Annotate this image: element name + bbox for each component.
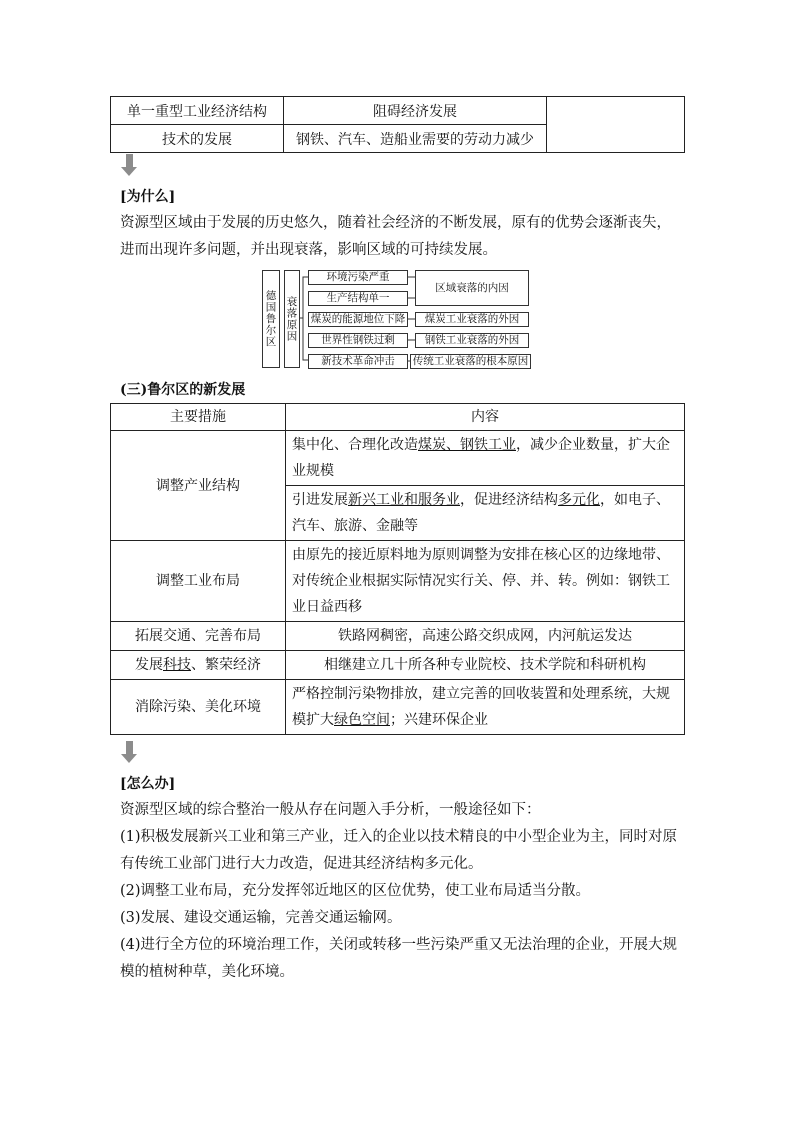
content-cell: 铁路网稠密，高速公路交织成网，内河航运发达 <box>286 622 685 651</box>
table-header-row <box>111 404 685 431</box>
table-cell: 技术的发展 <box>111 125 284 153</box>
how-item: (1)积极发展新兴工业和第三产业，迁入的企业以技术精良的中小型企业为主，同时对原有传统工业部门进行大力改造，促进其经济结构多元化。 <box>120 829 678 872</box>
how-item: (3)发展、建设交通运输，完善交通运输网。 <box>120 910 402 926</box>
down-arrow-icon <box>122 154 136 176</box>
how-section <box>120 797 680 986</box>
measure-cell: 调整产业结构 <box>111 431 286 541</box>
table-row <box>111 97 685 125</box>
table-header: 主要措施 <box>111 404 286 431</box>
diagram-cause: 新技术革命冲击 <box>308 354 408 369</box>
table-row <box>111 622 685 651</box>
diagram-cause: 环境污染严重 <box>308 270 408 285</box>
how-item: (2)调整工业布局，充分发挥邻近地区的区位优势，使工业布局适当分散。 <box>120 883 591 899</box>
content-cell: 严格控制污染物排放，建立完善的回收装置和处理系统，大规模扩大绿色空间；兴建环保企业 <box>286 680 685 735</box>
top-table <box>110 96 685 153</box>
diagram-cause: 生产结构单一 <box>308 291 408 306</box>
table-row <box>111 541 685 622</box>
decline-diagram <box>260 268 532 372</box>
how-item: (4)进行全方位的环境治理工作，关闭或转移一些污染严重又无法治理的企业，开展大规模的植树种草，美化环境。 <box>120 937 678 980</box>
why-label: [为什么] <box>120 189 176 205</box>
diagram-effect: 煤炭工业衰落的外因 <box>415 312 529 327</box>
table-header: 内容 <box>286 404 685 431</box>
measure-cell: 发展科技、繁荣经济 <box>111 651 286 680</box>
diagram-region: 德国鲁尔区 <box>262 270 280 368</box>
how-label: [怎么办] <box>120 776 176 792</box>
content-cell: 相继建立几十所各种专业院校、技术学院和科研机构 <box>286 651 685 680</box>
down-arrow-icon <box>122 741 136 763</box>
content-cell: 集中化、合理化改造煤炭、钢铁工业，减少企业数量，扩大企业规模 <box>286 431 685 486</box>
table-row <box>111 431 685 486</box>
table-cell: 钢铁、汽车、造船业需要的劳动力减少 <box>284 125 547 153</box>
measures-table <box>110 403 685 735</box>
table-cell: 阻碍经济发展 <box>284 97 547 125</box>
section-title: (三)鲁尔区的新发展 <box>120 382 246 398</box>
table-cell-empty <box>547 97 685 153</box>
table-row <box>111 651 685 680</box>
content-cell: 由原先的接近原料地为原则调整为安排在核心区的边缘地带、对传统企业根据实际情况实行关、停、并、转。例如：钢铁工业日益西移 <box>286 541 685 622</box>
measure-cell: 调整工业布局 <box>111 541 286 622</box>
diagram-effect: 传统工业衰落的根本原因 <box>410 354 531 369</box>
diagram-reason-label: 衰落原因 <box>284 270 300 368</box>
why-paragraph: 资源型区域由于发展的历史悠久，随着社会经济的不断发展，原有的优势会逐渐丧失，进而出现许多问题，并出现衰落，影响区域的可持续发展。 <box>120 215 671 258</box>
content-cell: 引进发展新兴工业和服务业，促进经济结构多元化，如电子、汽车、旅游、金融等 <box>286 486 685 541</box>
table-cell: 单一重型工业经济结构 <box>111 97 284 125</box>
measure-cell: 消除污染、美化环境 <box>111 680 286 735</box>
how-intro: 资源型区域的综合整治一般从存在问题入手分析，一般途径如下： <box>120 802 541 818</box>
diagram-cause: 世界性钢铁过剩 <box>308 333 408 348</box>
diagram-cause: 煤炭的能源地位下降 <box>308 312 408 327</box>
diagram-effect: 钢铁工业衰落的外因 <box>415 333 529 348</box>
diagram-effect: 区域衰落的内因 <box>415 270 529 306</box>
measure-cell: 拓展交通、完善布局 <box>111 622 286 651</box>
table-row <box>111 680 685 735</box>
